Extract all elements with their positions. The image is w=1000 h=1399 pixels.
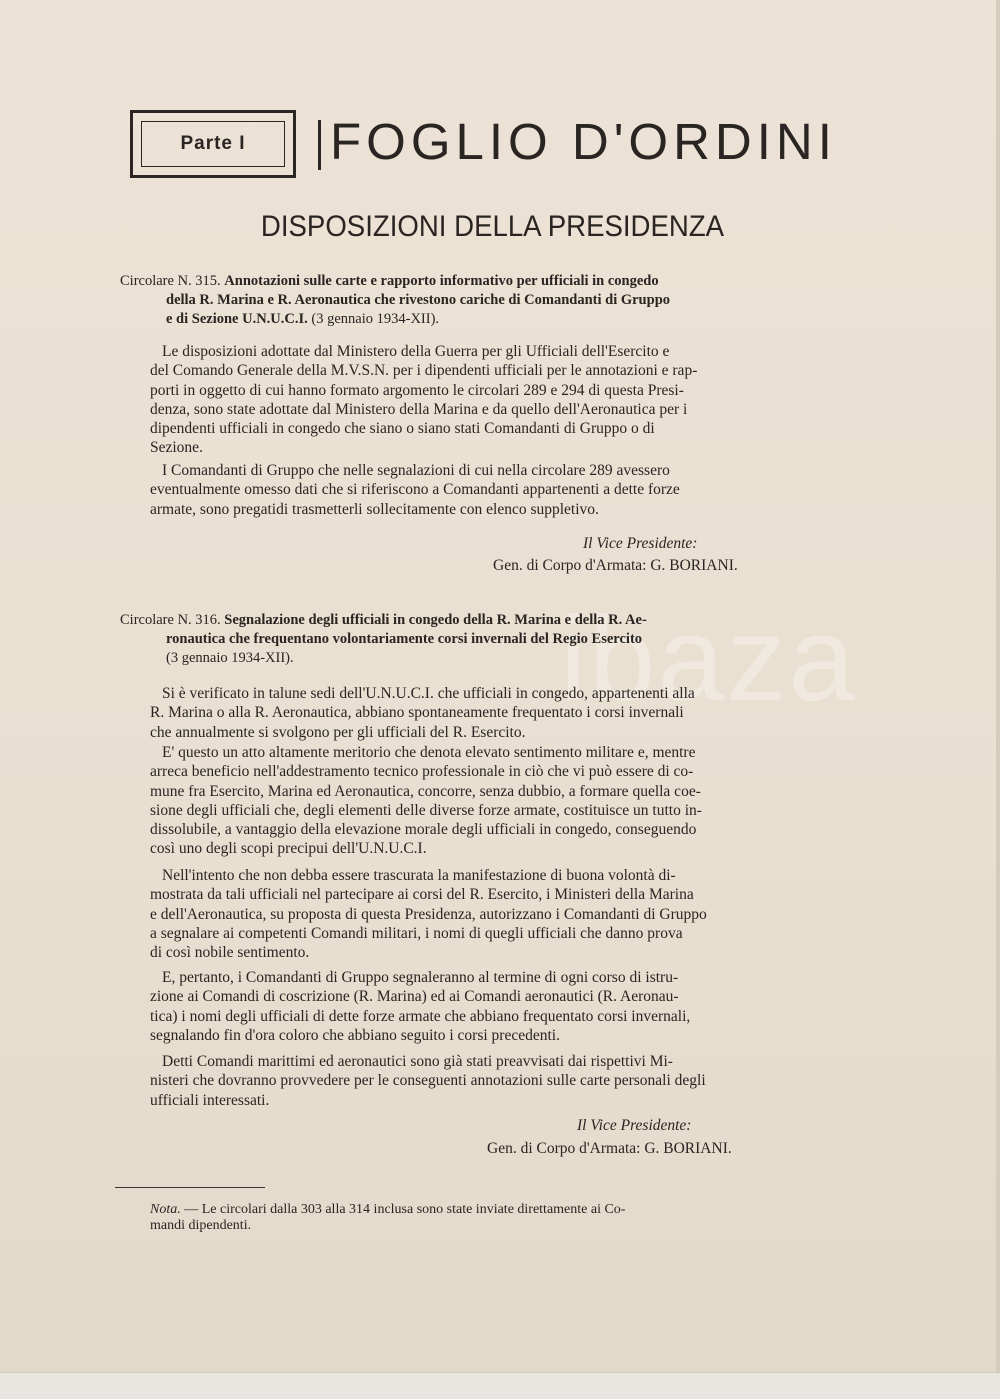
text-line: così uno degli scopi precipui dell'U.N.U.C.I. <box>150 840 427 858</box>
page-edge-bottom <box>0 1372 1000 1399</box>
circolare-316-heading <box>120 611 870 668</box>
circolare-316-paragraph <box>150 968 868 1045</box>
page-edge-right <box>996 0 1000 1399</box>
footnote-line: mandi dipendenti. <box>150 1218 252 1233</box>
text-line: di così nobile sentimento. <box>150 944 310 962</box>
text-line: E, pertanto, i Comandanti di Gruppo segnaleranno al termine di ogni corso di istru- <box>162 969 679 986</box>
circolare-315-paragraph <box>150 461 868 519</box>
parte-inner-frame <box>141 121 285 167</box>
circolare-316-subject-line: Segnalazione degli ufficiali in congedo della R. Marina e della R. Ae- <box>224 612 647 628</box>
circolare-316-subject-line: ronautica che frequentano volontariamente corsi invernali del Regio Esercito <box>166 631 643 647</box>
footnote <box>150 1202 870 1234</box>
circolare-315-subject-line: e di Sezione U.N.U.C.I. <box>166 311 308 327</box>
circolare-316-signature-name: Gen. di Corpo d'Armata: G. BORIANI. <box>487 1140 732 1157</box>
footnote-rule <box>115 1187 265 1188</box>
page-title: FOGLIO D'ORDINI <box>330 113 837 170</box>
circolare-315-date: (3 gennaio 1934-XII). <box>311 311 440 327</box>
circolare-315-number: Circolare N. 315. <box>120 273 221 289</box>
text-line: Le disposizioni adottate dal Ministero della Guerra per gli Ufficiali dell'Esercito e <box>162 343 670 360</box>
text-line: arreca beneficio nell'addestramento tecnico professionale in ciò che vi può essere di co- <box>150 763 694 781</box>
circolare-316-paragraph <box>150 743 868 859</box>
parte-box <box>130 110 296 178</box>
watermark: ibaza <box>560 592 857 726</box>
circolare-315-subject-line: Annotazioni sulle carte e rapporto informativo per ufficiali in congedo <box>224 273 659 289</box>
circolare-316-paragraph <box>150 866 868 962</box>
text-line: ufficiali interessati. <box>150 1091 270 1109</box>
footnote-line: — Le circolari dalla 303 alla 314 inclusa sono state inviate direttamente ai Co- <box>184 1202 626 1217</box>
circolare-315-signature-role: Il Vice Presidente: <box>583 535 698 552</box>
text-line: Detti Comandi marittimi ed aeronautici sono già stati preavvisati dai rispettivi Mi- <box>162 1053 673 1070</box>
text-line: Nell'intento che non debba essere trascurata la manifestazione di buona volontà di- <box>162 867 676 884</box>
text-line: nisteri che dovranno provvedere per le conseguenti annotazioni sulle carte personali degli <box>150 1072 706 1090</box>
text-line: e dell'Aeronautica, su proposta di questa Presidenza, autorizzano i Comandanti di Gruppo <box>150 905 707 923</box>
text-line: dipendenti ufficiali in congedo che siano o siano stati Comandanti di Gruppo o di <box>150 420 655 438</box>
circolare-316-date: (3 gennaio 1934-XII). <box>166 650 294 666</box>
title-divider <box>318 120 321 170</box>
text-line: zione ai Comandi di coscrizione (R. Marina) ed ai Comandi aeronautici (R. Aeronau- <box>150 988 679 1006</box>
text-line: mune fra Esercito, Marina ed Aeronautica, concorre, senza dubbio, a formare quella coe- <box>150 782 701 800</box>
circolare-315-paragraph <box>150 342 868 458</box>
circolare-315-signature-name: Gen. di Corpo d'Armata: G. BORIANI. <box>493 557 738 574</box>
parte-label: Parte I <box>180 133 246 154</box>
text-line: R. Marina o alla R. Aeronautica, abbiano spontaneamente frequentato i corsi invernali <box>150 704 684 722</box>
text-line: tica) i nomi degli ufficiali di dette forze armate che abbiano frequentato corsi invernali, <box>150 1007 691 1025</box>
text-line: Sezione. <box>150 439 203 457</box>
text-line: segnalando fin d'ora coloro che abbiano seguito i corsi precedenti. <box>150 1026 560 1044</box>
text-line: mostrata da tali ufficiali nel partecipare ai corsi del R. Esercito, i Ministeri della Marina <box>150 886 694 904</box>
circolare-315-subject-line: della R. Marina e R. Aeronautica che rivestono cariche di Comandanti di Gruppo <box>166 292 671 308</box>
text-line: porti in oggetto di cui hanno formato argomento le circolari 289 e 294 di questa Presi- <box>150 381 684 399</box>
text-line: Si è verificato in talune sedi dell'U.N.U.C.I. che ufficiali in congedo, appartenenti alla <box>162 685 695 702</box>
text-line: sione degli ufficiali che, degli elementi delle diverse forze armate, costituisce un tutto in- <box>150 801 702 819</box>
text-line: del Comando Generale della M.V.S.N. per i dipendenti ufficiali per le annotazioni e rap- <box>150 362 698 380</box>
circolare-316-signature-role: Il Vice Presidente: <box>577 1117 692 1134</box>
circolare-316-paragraph <box>150 1052 868 1110</box>
circolare-315-heading <box>120 272 870 329</box>
text-line: denza, sono state adottate dal Ministero della Marina e da quello dell'Aeronautica per i <box>150 400 688 418</box>
text-line: I Comandanti di Gruppo che nelle segnalazioni di cui nella circolare 289 avessero <box>162 462 670 479</box>
text-line: armate, sono pregatidi trasmetterli sollecitamente con elenco suppletivo. <box>150 500 599 518</box>
circolare-316-number: Circolare N. 316. <box>120 612 221 628</box>
text-line: eventualmente omesso dati che si riferiscono a Comandanti appartenenti a dette forze <box>150 481 680 499</box>
section-subtitle: DISPOSIZIONI DELLA PRESIDENZA <box>260 210 725 243</box>
text-line: E' questo un atto altamente meritorio che denota elevato sentimento militare e, mentre <box>162 744 696 761</box>
text-line: che annualmente si svolgono per gli ufficiali del R. Esercito. <box>150 723 526 741</box>
text-line: a segnalare ai competenti Comandi militari, i nomi di quegli ufficiali che danno prova <box>150 924 683 942</box>
circolare-316-paragraph <box>150 684 868 742</box>
text-line: dissolubile, a vantaggio della elevazione morale degli ufficiali in congedo, conseguendo <box>150 821 697 839</box>
footnote-label: Nota. <box>150 1202 181 1217</box>
